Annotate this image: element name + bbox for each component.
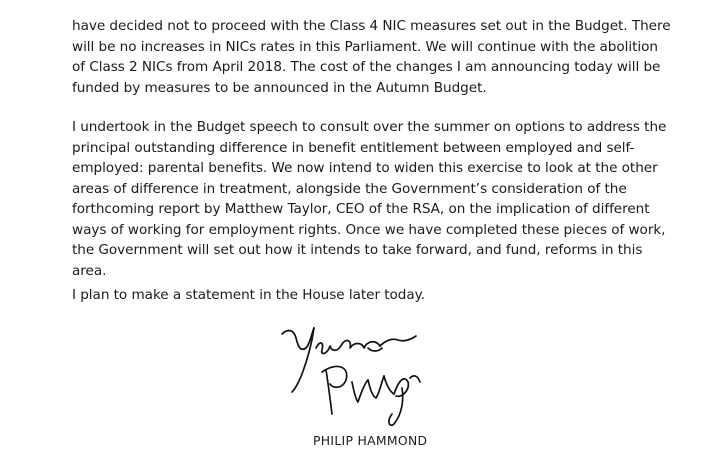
text-line: I undertook in the Budget speech to consult over the summer on options to address the <box>72 119 667 135</box>
text-line: will be no increases in NICs rates in this Parliament. We will continue with the abolition <box>72 38 658 55</box>
signatory-name: PHILIP HAMMOND <box>313 433 428 448</box>
text-line: of Class 2 NICs from April 2018. The cost of the changes I am announcing today will be <box>72 59 661 75</box>
text-line: ways of working for employment rights. Once we have completed these pieces of work, <box>72 221 666 238</box>
text-line: the Government will set out how it intends to take forward, and fund, reforms in this <box>72 242 643 258</box>
text-line: funded by measures to be announced in the Autumn Budget. <box>72 79 487 96</box>
text-line: principal outstanding difference in benefit entitlement between employed and self- <box>72 139 635 156</box>
handwritten-signature <box>272 318 432 428</box>
text-line: have decided not to proceed with the Class 4 NIC measures set out in the Budget. There <box>72 18 671 34</box>
letter-paragraph <box>72 16 671 98</box>
letter-paragraph <box>72 285 425 306</box>
text-line: area. <box>72 262 107 279</box>
text-line: employed: parental benefits. We now intend to widen this exercise to look at the other <box>72 160 658 176</box>
text-line: forthcoming report by Matthew Taylor, CEO of the RSA, on the implication of different <box>72 201 650 217</box>
text-line: I plan to make a statement in the House later today. <box>72 287 425 303</box>
letter-paragraph <box>72 117 666 281</box>
text-line: areas of difference in treatment, alongside the Government’s consideration of the <box>72 180 627 197</box>
